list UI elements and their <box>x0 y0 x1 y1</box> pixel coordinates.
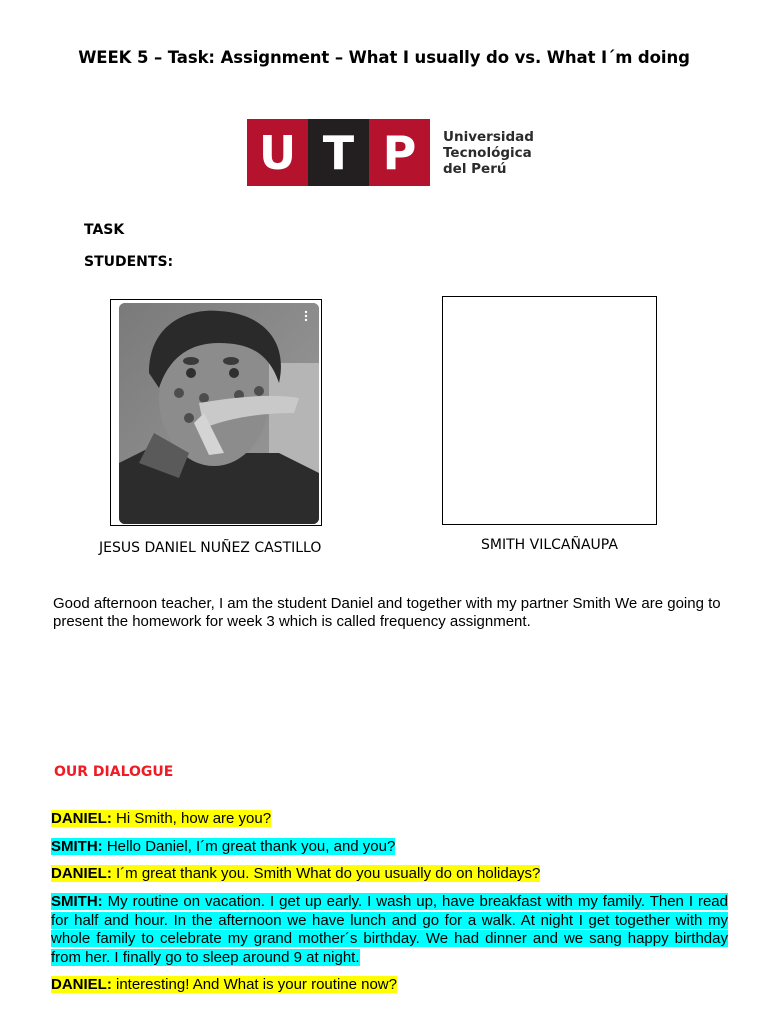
dialogue-text: interesting! And What is your routine now? <box>111 976 397 993</box>
student-photo-frame <box>110 299 322 526</box>
logo-line-1: Universidad <box>443 128 534 145</box>
dialogue-line-4 <box>51 893 728 967</box>
dialogue-speaker: SMITH: <box>51 838 103 855</box>
dialogue-speaker: SMITH: <box>51 893 103 910</box>
dialogue-line-3 <box>51 865 728 884</box>
dialogue-speaker: DANIEL: <box>51 865 112 882</box>
document-title: WEEK 5 – Task: Assignment – What I usually do vs. What I´m doing <box>78 48 690 67</box>
students-label: STUDENTS: <box>84 254 174 270</box>
utp-logo <box>247 119 534 186</box>
dialogue-speaker: DANIEL: <box>51 810 112 827</box>
dialogue-text: My routine on vacation. I get up early. I wash up, have breakfast with my family. Then I read for half and hour. In the afternoon we have lunch and go for a walk. At night I get together with my whole family to celebrate my grand mother´s birthday. We had dinner and we sang happy birthday from her. I finally go to sleep around 9 at night. <box>51 893 728 966</box>
dialogue-text: Hi Smith, how are you? <box>111 810 272 827</box>
logo-letter-u: U <box>247 119 308 186</box>
dialogue-line-5 <box>51 976 728 995</box>
dialogue-speaker: DANIEL: <box>51 976 112 993</box>
dialogue-line-2 <box>51 838 728 857</box>
dialogue-line-1 <box>51 810 728 829</box>
dialogue-text: Hello Daniel, I´m great thank you, and you? <box>102 838 396 855</box>
student-photo-placeholder <box>442 296 657 525</box>
student-photo-image <box>119 303 319 524</box>
dialogue-heading: OUR DIALOGUE <box>54 764 174 780</box>
student-name-1: JESUS DANIEL NUÑEZ CASTILLO <box>99 540 322 556</box>
dialogue-text: I´m great thank you. Smith What do you usually do on holidays? <box>111 865 541 882</box>
logo-university-name <box>443 129 534 177</box>
logo-line-3: del Perú <box>443 160 507 177</box>
intro-paragraph: Good afternoon teacher, I am the student Daniel and together with my partner Smith We are going to present the homework for week 3 which is called frequency assignment. <box>53 595 721 630</box>
logo-line-2: Tecnológica <box>443 144 532 161</box>
student-photo <box>119 303 319 524</box>
student-name-2: SMITH VILCAÑAUPA <box>481 537 618 553</box>
task-label: TASK <box>84 222 125 238</box>
logo-letter-p: P <box>369 119 430 186</box>
logo-letter-t: T <box>308 119 369 186</box>
